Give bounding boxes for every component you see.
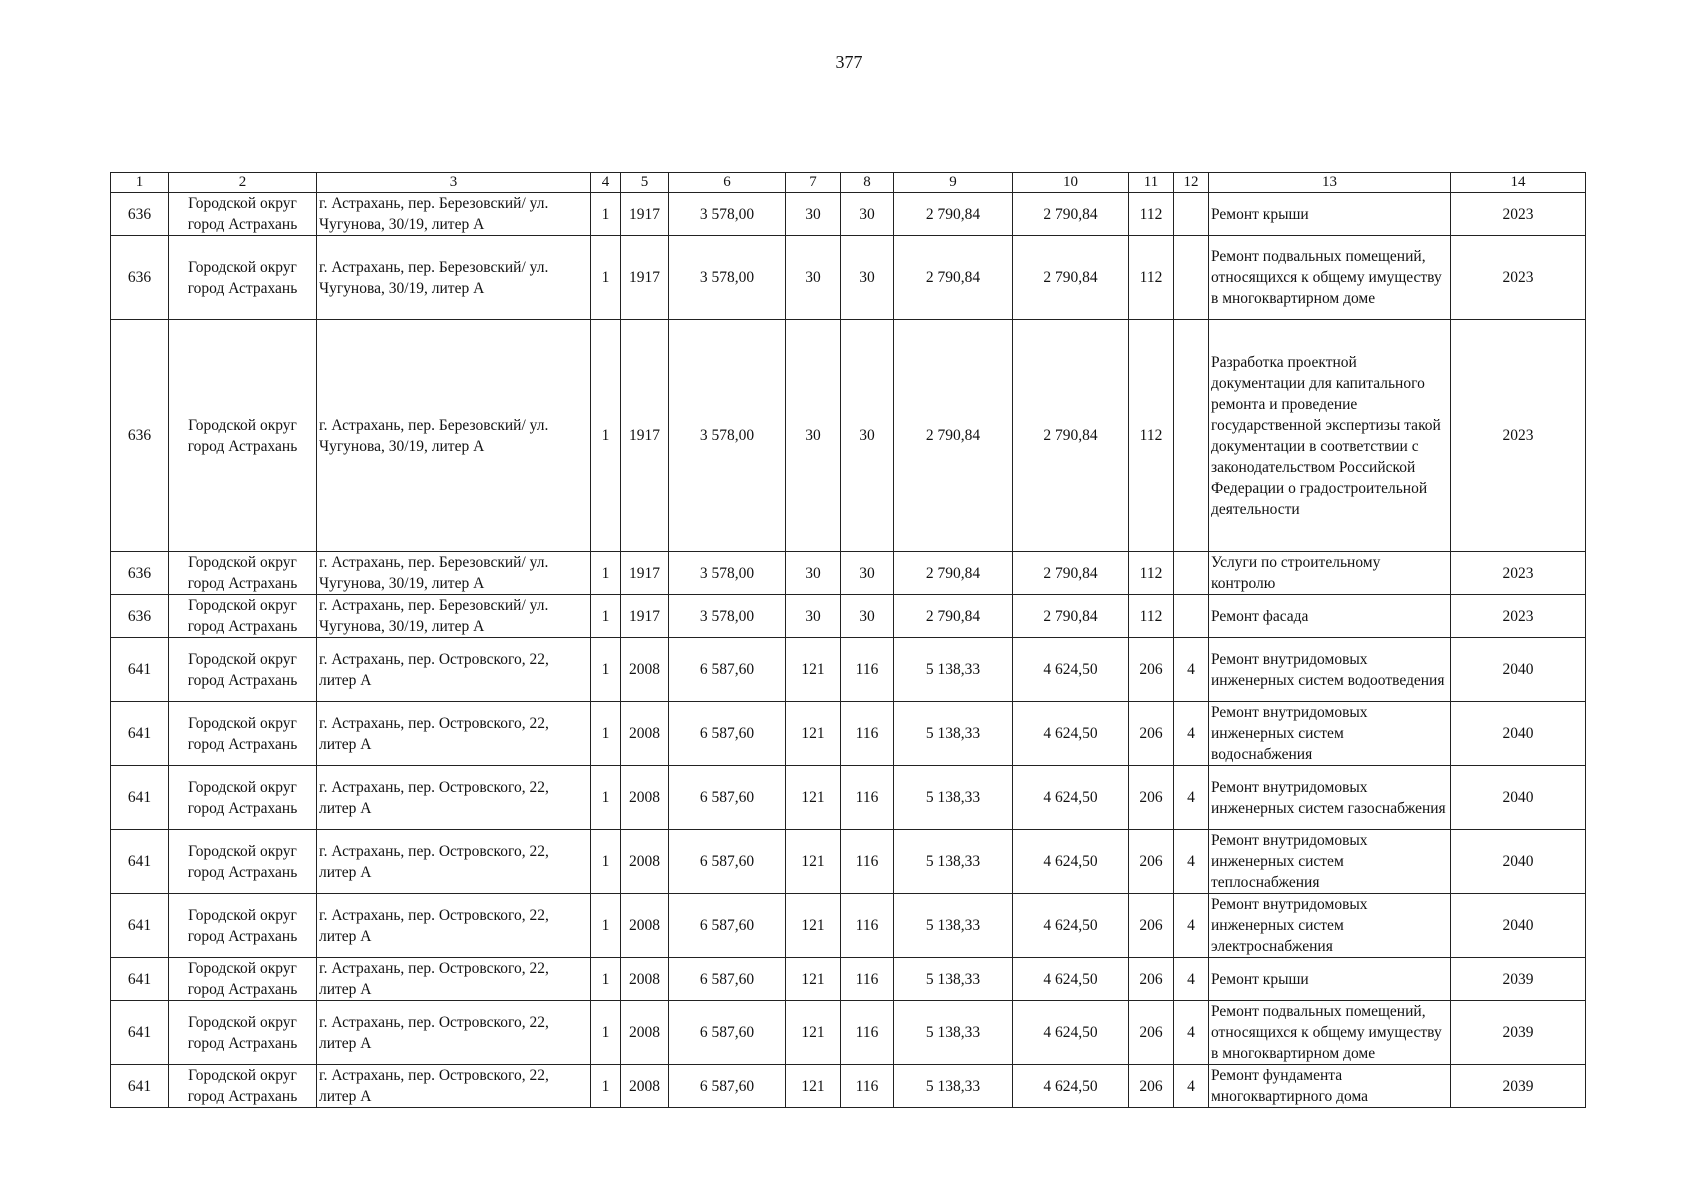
cell-total-area: 6 587,60 xyxy=(669,958,786,1001)
cell-col-12: 4 xyxy=(1174,958,1209,1001)
cell-area-9: 5 138,33 xyxy=(894,1065,1013,1108)
cell-col-11: 112 xyxy=(1129,595,1174,638)
cell-work-type: Ремонт крыши xyxy=(1209,193,1451,236)
cell-area-10: 4 624,50 xyxy=(1013,958,1129,1001)
cell-col-8: 116 xyxy=(841,702,894,766)
cell-address: г. Астрахань, пер. Островского, 22, литер А xyxy=(317,702,591,766)
cell-col-7: 30 xyxy=(786,236,841,320)
cell-address: г. Астрахань, пер. Островского, 22, литер А xyxy=(317,1065,591,1108)
cell-plan-year: 2023 xyxy=(1451,193,1586,236)
cell-work-type: Ремонт крыши xyxy=(1209,958,1451,1001)
cell-col-4: 1 xyxy=(591,638,621,702)
cell-municipality: Городской округ город Астрахань xyxy=(169,830,317,894)
cell-year: 1917 xyxy=(621,320,669,552)
cell-total-area: 6 587,60 xyxy=(669,830,786,894)
cell-address: г. Астрахань, пер. Островского, 22, литер А xyxy=(317,766,591,830)
cell-municipality: Городской округ город Астрахань xyxy=(169,638,317,702)
table-row xyxy=(111,1001,1586,1065)
cell-col-11: 112 xyxy=(1129,193,1174,236)
column-header: 9 xyxy=(894,173,1013,193)
cell-plan-year: 2023 xyxy=(1451,320,1586,552)
cell-total-area: 6 587,60 xyxy=(669,1065,786,1108)
cell-total-area: 6 587,60 xyxy=(669,1001,786,1065)
cell-municipality: Городской округ город Астрахань xyxy=(169,595,317,638)
cell-row-number: 636 xyxy=(111,552,169,595)
cell-col-7: 30 xyxy=(786,320,841,552)
cell-area-10: 4 624,50 xyxy=(1013,638,1129,702)
cell-work-type: Ремонт фасада xyxy=(1209,595,1451,638)
header-row xyxy=(111,173,1586,193)
cell-total-area: 6 587,60 xyxy=(669,766,786,830)
cell-municipality: Городской округ город Астрахань xyxy=(169,766,317,830)
cell-col-12: 4 xyxy=(1174,1065,1209,1108)
cell-year: 2008 xyxy=(621,766,669,830)
cell-area-9: 5 138,33 xyxy=(894,766,1013,830)
cell-col-7: 30 xyxy=(786,595,841,638)
cell-area-10: 4 624,50 xyxy=(1013,1065,1129,1108)
cell-municipality: Городской округ город Астрахань xyxy=(169,958,317,1001)
cell-col-11: 112 xyxy=(1129,320,1174,552)
cell-row-number: 641 xyxy=(111,894,169,958)
cell-col-4: 1 xyxy=(591,702,621,766)
cell-col-8: 30 xyxy=(841,552,894,595)
table-row xyxy=(111,702,1586,766)
table-row xyxy=(111,1065,1586,1108)
cell-year: 1917 xyxy=(621,236,669,320)
table-row xyxy=(111,236,1586,320)
cell-row-number: 641 xyxy=(111,1001,169,1065)
cell-col-12: 4 xyxy=(1174,766,1209,830)
cell-municipality: Городской округ город Астрахань xyxy=(169,320,317,552)
cell-col-4: 1 xyxy=(591,1001,621,1065)
cell-col-11: 206 xyxy=(1129,958,1174,1001)
cell-year: 2008 xyxy=(621,1065,669,1108)
cell-col-11: 206 xyxy=(1129,1065,1174,1108)
cell-plan-year: 2039 xyxy=(1451,958,1586,1001)
cell-work-type: Ремонт внутридомовых инженерных систем водоснабжения xyxy=(1209,702,1451,766)
cell-col-4: 1 xyxy=(591,193,621,236)
cell-col-7: 121 xyxy=(786,958,841,1001)
cell-col-8: 116 xyxy=(841,830,894,894)
cell-col-11: 206 xyxy=(1129,1001,1174,1065)
column-header: 5 xyxy=(621,173,669,193)
cell-address: г. Астрахань, пер. Островского, 22, литер А xyxy=(317,1001,591,1065)
cell-row-number: 636 xyxy=(111,595,169,638)
cell-row-number: 641 xyxy=(111,1065,169,1108)
cell-work-type: Ремонт подвальных помещений, относящихся к общему имуществу в многоквартирном доме xyxy=(1209,1001,1451,1065)
cell-col-8: 30 xyxy=(841,193,894,236)
column-header: 13 xyxy=(1209,173,1451,193)
table-row xyxy=(111,595,1586,638)
cell-col-4: 1 xyxy=(591,958,621,1001)
cell-row-number: 641 xyxy=(111,638,169,702)
cell-col-4: 1 xyxy=(591,1065,621,1108)
cell-col-11: 206 xyxy=(1129,766,1174,830)
cell-row-number: 636 xyxy=(111,236,169,320)
cell-area-9: 5 138,33 xyxy=(894,830,1013,894)
cell-col-8: 116 xyxy=(841,638,894,702)
cell-col-7: 121 xyxy=(786,766,841,830)
cell-year: 1917 xyxy=(621,595,669,638)
cell-area-10: 4 624,50 xyxy=(1013,702,1129,766)
cell-area-9: 5 138,33 xyxy=(894,894,1013,958)
cell-col-12: 4 xyxy=(1174,638,1209,702)
column-header: 12 xyxy=(1174,173,1209,193)
cell-address: г. Астрахань, пер. Островского, 22, литер А xyxy=(317,638,591,702)
cell-row-number: 641 xyxy=(111,958,169,1001)
cell-area-10: 2 790,84 xyxy=(1013,595,1129,638)
cell-col-7: 121 xyxy=(786,638,841,702)
column-header: 11 xyxy=(1129,173,1174,193)
cell-col-4: 1 xyxy=(591,830,621,894)
cell-col-4: 1 xyxy=(591,766,621,830)
cell-area-10: 2 790,84 xyxy=(1013,236,1129,320)
cell-year: 2008 xyxy=(621,1001,669,1065)
column-header: 10 xyxy=(1013,173,1129,193)
column-header: 2 xyxy=(169,173,317,193)
cell-col-4: 1 xyxy=(591,894,621,958)
cell-total-area: 6 587,60 xyxy=(669,894,786,958)
cell-area-9: 2 790,84 xyxy=(894,320,1013,552)
cell-row-number: 641 xyxy=(111,766,169,830)
cell-area-10: 2 790,84 xyxy=(1013,193,1129,236)
cell-col-11: 206 xyxy=(1129,702,1174,766)
cell-row-number: 641 xyxy=(111,830,169,894)
cell-col-8: 30 xyxy=(841,595,894,638)
cell-col-7: 30 xyxy=(786,552,841,595)
registry-table xyxy=(110,172,1586,1108)
cell-col-11: 206 xyxy=(1129,638,1174,702)
cell-work-type: Ремонт фундамента многоквартирного дома xyxy=(1209,1065,1451,1108)
column-header: 6 xyxy=(669,173,786,193)
cell-row-number: 636 xyxy=(111,193,169,236)
cell-plan-year: 2040 xyxy=(1451,638,1586,702)
cell-year: 1917 xyxy=(621,193,669,236)
cell-municipality: Городской округ город Астрахань xyxy=(169,1001,317,1065)
cell-col-8: 116 xyxy=(841,1001,894,1065)
cell-area-9: 5 138,33 xyxy=(894,958,1013,1001)
cell-total-area: 3 578,00 xyxy=(669,320,786,552)
cell-work-type: Ремонт внутридомовых инженерных систем газоснабжения xyxy=(1209,766,1451,830)
cell-area-10: 4 624,50 xyxy=(1013,830,1129,894)
cell-area-9: 2 790,84 xyxy=(894,552,1013,595)
cell-col-8: 116 xyxy=(841,1065,894,1108)
cell-address: г. Астрахань, пер. Березовский/ ул. Чугунова, 30/19, литер А xyxy=(317,595,591,638)
cell-area-10: 4 624,50 xyxy=(1013,894,1129,958)
cell-col-4: 1 xyxy=(591,320,621,552)
cell-area-9: 5 138,33 xyxy=(894,1001,1013,1065)
table-row xyxy=(111,766,1586,830)
cell-col-12 xyxy=(1174,236,1209,320)
cell-col-11: 112 xyxy=(1129,552,1174,595)
cell-col-11: 206 xyxy=(1129,894,1174,958)
cell-plan-year: 2039 xyxy=(1451,1001,1586,1065)
table-row xyxy=(111,830,1586,894)
cell-col-8: 30 xyxy=(841,320,894,552)
cell-row-number: 636 xyxy=(111,320,169,552)
cell-plan-year: 2023 xyxy=(1451,236,1586,320)
cell-work-type: Ремонт внутридомовых инженерных систем водоотведения xyxy=(1209,638,1451,702)
cell-total-area: 3 578,00 xyxy=(669,193,786,236)
column-header: 4 xyxy=(591,173,621,193)
cell-col-12 xyxy=(1174,552,1209,595)
cell-municipality: Городской округ город Астрахань xyxy=(169,193,317,236)
cell-col-7: 121 xyxy=(786,894,841,958)
cell-municipality: Городской округ город Астрахань xyxy=(169,702,317,766)
cell-area-10: 4 624,50 xyxy=(1013,1001,1129,1065)
cell-year: 2008 xyxy=(621,830,669,894)
cell-col-7: 121 xyxy=(786,702,841,766)
table-row xyxy=(111,320,1586,552)
cell-col-8: 116 xyxy=(841,766,894,830)
cell-col-8: 116 xyxy=(841,894,894,958)
cell-col-4: 1 xyxy=(591,552,621,595)
cell-col-12: 4 xyxy=(1174,894,1209,958)
cell-plan-year: 2040 xyxy=(1451,702,1586,766)
cell-plan-year: 2040 xyxy=(1451,894,1586,958)
cell-plan-year: 2040 xyxy=(1451,766,1586,830)
cell-area-9: 2 790,84 xyxy=(894,193,1013,236)
cell-work-type: Разработка проектной документации для капитального ремонта и проведение государственной экспертизы такой документации в соответствии с законодательством Российской Федерации о градостроительной деятельности xyxy=(1209,320,1451,552)
cell-area-9: 5 138,33 xyxy=(894,638,1013,702)
cell-plan-year: 2023 xyxy=(1451,595,1586,638)
cell-col-8: 30 xyxy=(841,236,894,320)
cell-address: г. Астрахань, пер. Островского, 22, литер А xyxy=(317,830,591,894)
cell-col-12 xyxy=(1174,320,1209,552)
cell-year: 2008 xyxy=(621,894,669,958)
cell-plan-year: 2023 xyxy=(1451,552,1586,595)
cell-address: г. Астрахань, пер. Островского, 22, литер А xyxy=(317,894,591,958)
cell-area-9: 2 790,84 xyxy=(894,595,1013,638)
column-header: 1 xyxy=(111,173,169,193)
table-body xyxy=(111,193,1586,1108)
cell-col-4: 1 xyxy=(591,595,621,638)
cell-area-9: 5 138,33 xyxy=(894,702,1013,766)
cell-col-7: 121 xyxy=(786,830,841,894)
cell-col-8: 116 xyxy=(841,958,894,1001)
cell-total-area: 6 587,60 xyxy=(669,638,786,702)
cell-municipality: Городской округ город Астрахань xyxy=(169,894,317,958)
cell-work-type: Ремонт подвальных помещений, относящихся к общему имуществу в многоквартирном доме xyxy=(1209,236,1451,320)
table-row xyxy=(111,894,1586,958)
cell-year: 1917 xyxy=(621,552,669,595)
table-row xyxy=(111,638,1586,702)
cell-work-type: Услуги по строительному контролю xyxy=(1209,552,1451,595)
cell-total-area: 3 578,00 xyxy=(669,595,786,638)
cell-col-7: 30 xyxy=(786,193,841,236)
cell-col-7: 121 xyxy=(786,1001,841,1065)
column-header: 8 xyxy=(841,173,894,193)
page-number: 377 xyxy=(835,52,863,72)
cell-address: г. Астрахань, пер. Островского, 22, литер А xyxy=(317,958,591,1001)
cell-total-area: 3 578,00 xyxy=(669,552,786,595)
cell-col-12 xyxy=(1174,595,1209,638)
cell-municipality: Городской округ город Астрахань xyxy=(169,552,317,595)
column-header: 3 xyxy=(317,173,591,193)
cell-address: г. Астрахань, пер. Березовский/ ул. Чугунова, 30/19, литер А xyxy=(317,552,591,595)
cell-area-9: 2 790,84 xyxy=(894,236,1013,320)
cell-municipality: Городской округ город Астрахань xyxy=(169,236,317,320)
cell-col-12 xyxy=(1174,193,1209,236)
cell-plan-year: 2040 xyxy=(1451,830,1586,894)
cell-address: г. Астрахань, пер. Березовский/ ул. Чугунова, 30/19, литер А xyxy=(317,236,591,320)
cell-year: 2008 xyxy=(621,638,669,702)
cell-work-type: Ремонт внутридомовых инженерных систем электроснабжения xyxy=(1209,894,1451,958)
cell-col-4: 1 xyxy=(591,236,621,320)
cell-municipality: Городской округ город Астрахань xyxy=(169,1065,317,1108)
cell-col-12: 4 xyxy=(1174,830,1209,894)
cell-col-11: 206 xyxy=(1129,830,1174,894)
cell-work-type: Ремонт внутридомовых инженерных систем теплоснабжения xyxy=(1209,830,1451,894)
cell-area-10: 4 624,50 xyxy=(1013,766,1129,830)
table-row xyxy=(111,958,1586,1001)
cell-year: 2008 xyxy=(621,958,669,1001)
table-row xyxy=(111,193,1586,236)
cell-col-7: 121 xyxy=(786,1065,841,1108)
table-row xyxy=(111,552,1586,595)
column-header: 14 xyxy=(1451,173,1586,193)
cell-col-11: 112 xyxy=(1129,236,1174,320)
cell-col-12: 4 xyxy=(1174,702,1209,766)
cell-total-area: 3 578,00 xyxy=(669,236,786,320)
cell-address: г. Астрахань, пер. Березовский/ ул. Чугунова, 30/19, литер А xyxy=(317,320,591,552)
cell-area-10: 2 790,84 xyxy=(1013,320,1129,552)
cell-row-number: 641 xyxy=(111,702,169,766)
cell-address: г. Астрахань, пер. Березовский/ ул. Чугунова, 30/19, литер А xyxy=(317,193,591,236)
cell-total-area: 6 587,60 xyxy=(669,702,786,766)
cell-year: 2008 xyxy=(621,702,669,766)
cell-plan-year: 2039 xyxy=(1451,1065,1586,1108)
cell-area-10: 2 790,84 xyxy=(1013,552,1129,595)
column-header: 7 xyxy=(786,173,841,193)
cell-col-12: 4 xyxy=(1174,1001,1209,1065)
